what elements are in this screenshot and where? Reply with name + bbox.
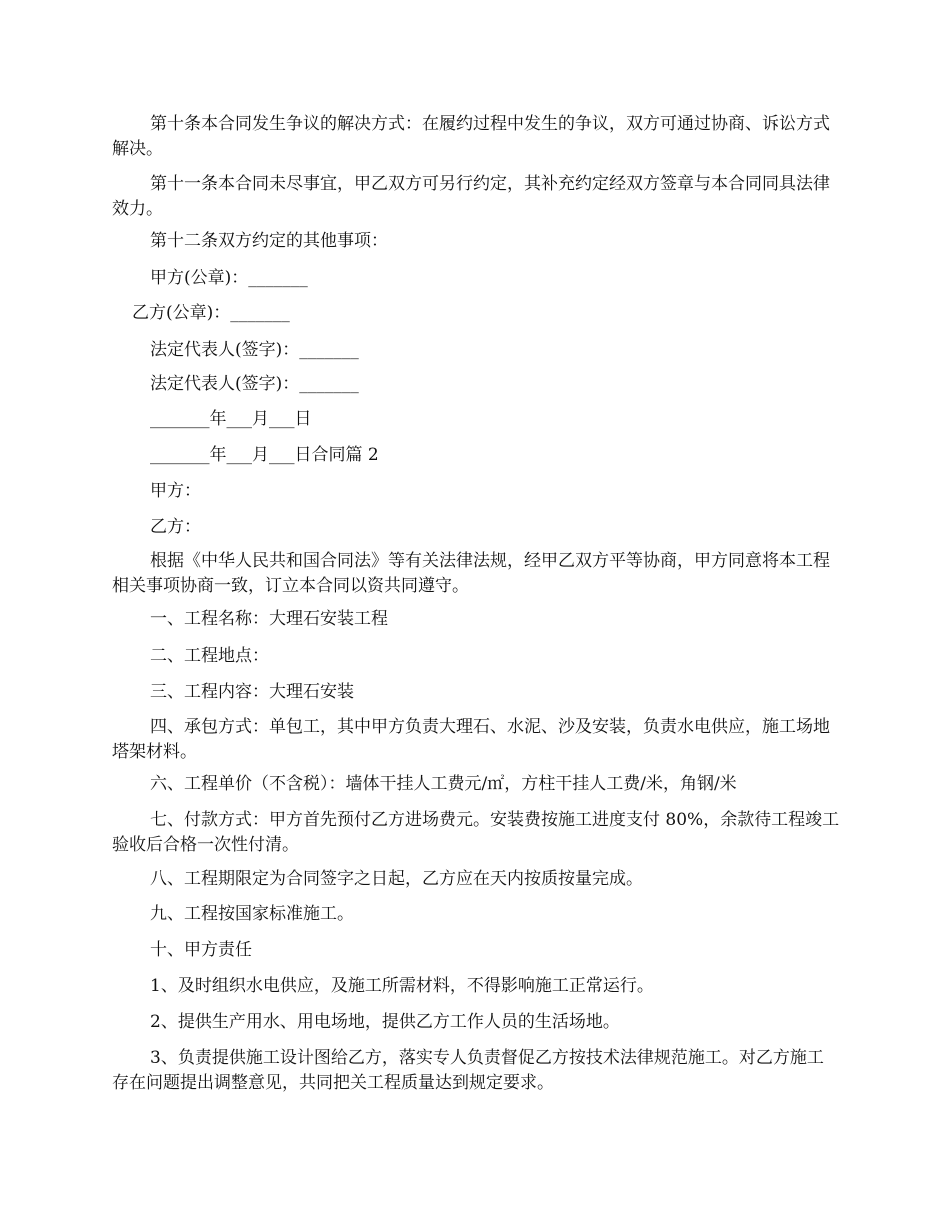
contract-method-paragraph: 四、承包方式：单包工，其中甲方负责大理石、水泥、沙及安装，负责水电供应，施工场地塔架材料。: [112, 717, 830, 762]
party-b-label: 乙方：: [150, 517, 201, 537]
party-a-label: 甲方：: [150, 481, 201, 501]
party-b-seal-line: 乙方(公章)：_______: [132, 303, 290, 323]
project-name-line: 一、工程名称：大理石安装工程: [150, 609, 388, 629]
payment-method-paragraph: 七、付款方式：甲方首先预付乙方进场费元。安装费按施工进度支付 80%，余款待工程竣工验收后合格一次性付清。: [112, 810, 840, 855]
project-location-line: 二、工程地点：: [150, 646, 269, 666]
date-line-2-contract-title: _______年___月___日合同篇 2: [150, 445, 379, 465]
responsibility-item-3: 3、负责提供施工设计图给乙方，落实专人负责督促乙方按技术法律规范施工。对乙方施工存在问题提出调整意见，共同把关工程质量达到规定要求。: [112, 1048, 824, 1093]
legal-rep-signature-line-2: 法定代表人(签字)：_______: [150, 374, 359, 394]
party-a-responsibility-heading: 十、甲方责任: [150, 940, 252, 960]
legal-rep-signature-line-1: 法定代表人(签字)：_______: [150, 340, 359, 360]
clause-10-paragraph: 第十条本合同发生争议的解决方式：在履约过程中发生的争议，双方可通过协商、诉讼方式解决。: [112, 114, 830, 159]
date-line-1: _______年___月___日: [150, 409, 312, 429]
unit-price-line: 六、工程单价（不含税）：墙体干挂人工费元/㎡，方柱干挂人工费/米，角钢/米: [150, 774, 737, 794]
party-a-seal-line: 甲方(公章)：_______: [150, 268, 308, 288]
clause-12-paragraph: 第十二条双方约定的其他事项：: [150, 231, 388, 251]
clause-11-paragraph: 第十一条本合同未尽事宜，甲乙双方可另行约定，其补充约定经双方签章与本合同同具法律效力。: [112, 174, 830, 219]
project-content-line: 三、工程内容：大理石安装: [150, 682, 354, 702]
construction-standard-line: 九、工程按国家标准施工。: [150, 904, 354, 924]
preamble-paragraph: 根据《中华人民共和国合同法》等有关法律法规，经甲乙双方平等协商，甲方同意将本工程相关事项协商一致，订立本合同以资共同遵守。: [112, 551, 830, 596]
responsibility-item-1: 1、及时组织水电供应，及施工所需材料，不得影响施工正常运行。: [150, 976, 654, 996]
project-period-line: 八、工程期限定为合同签字之日起，乙方应在天内按质按量完成。: [150, 869, 643, 889]
responsibility-item-2: 2、提供生产用水、用电场地，提供乙方工作人员的生活场地。: [150, 1012, 620, 1032]
